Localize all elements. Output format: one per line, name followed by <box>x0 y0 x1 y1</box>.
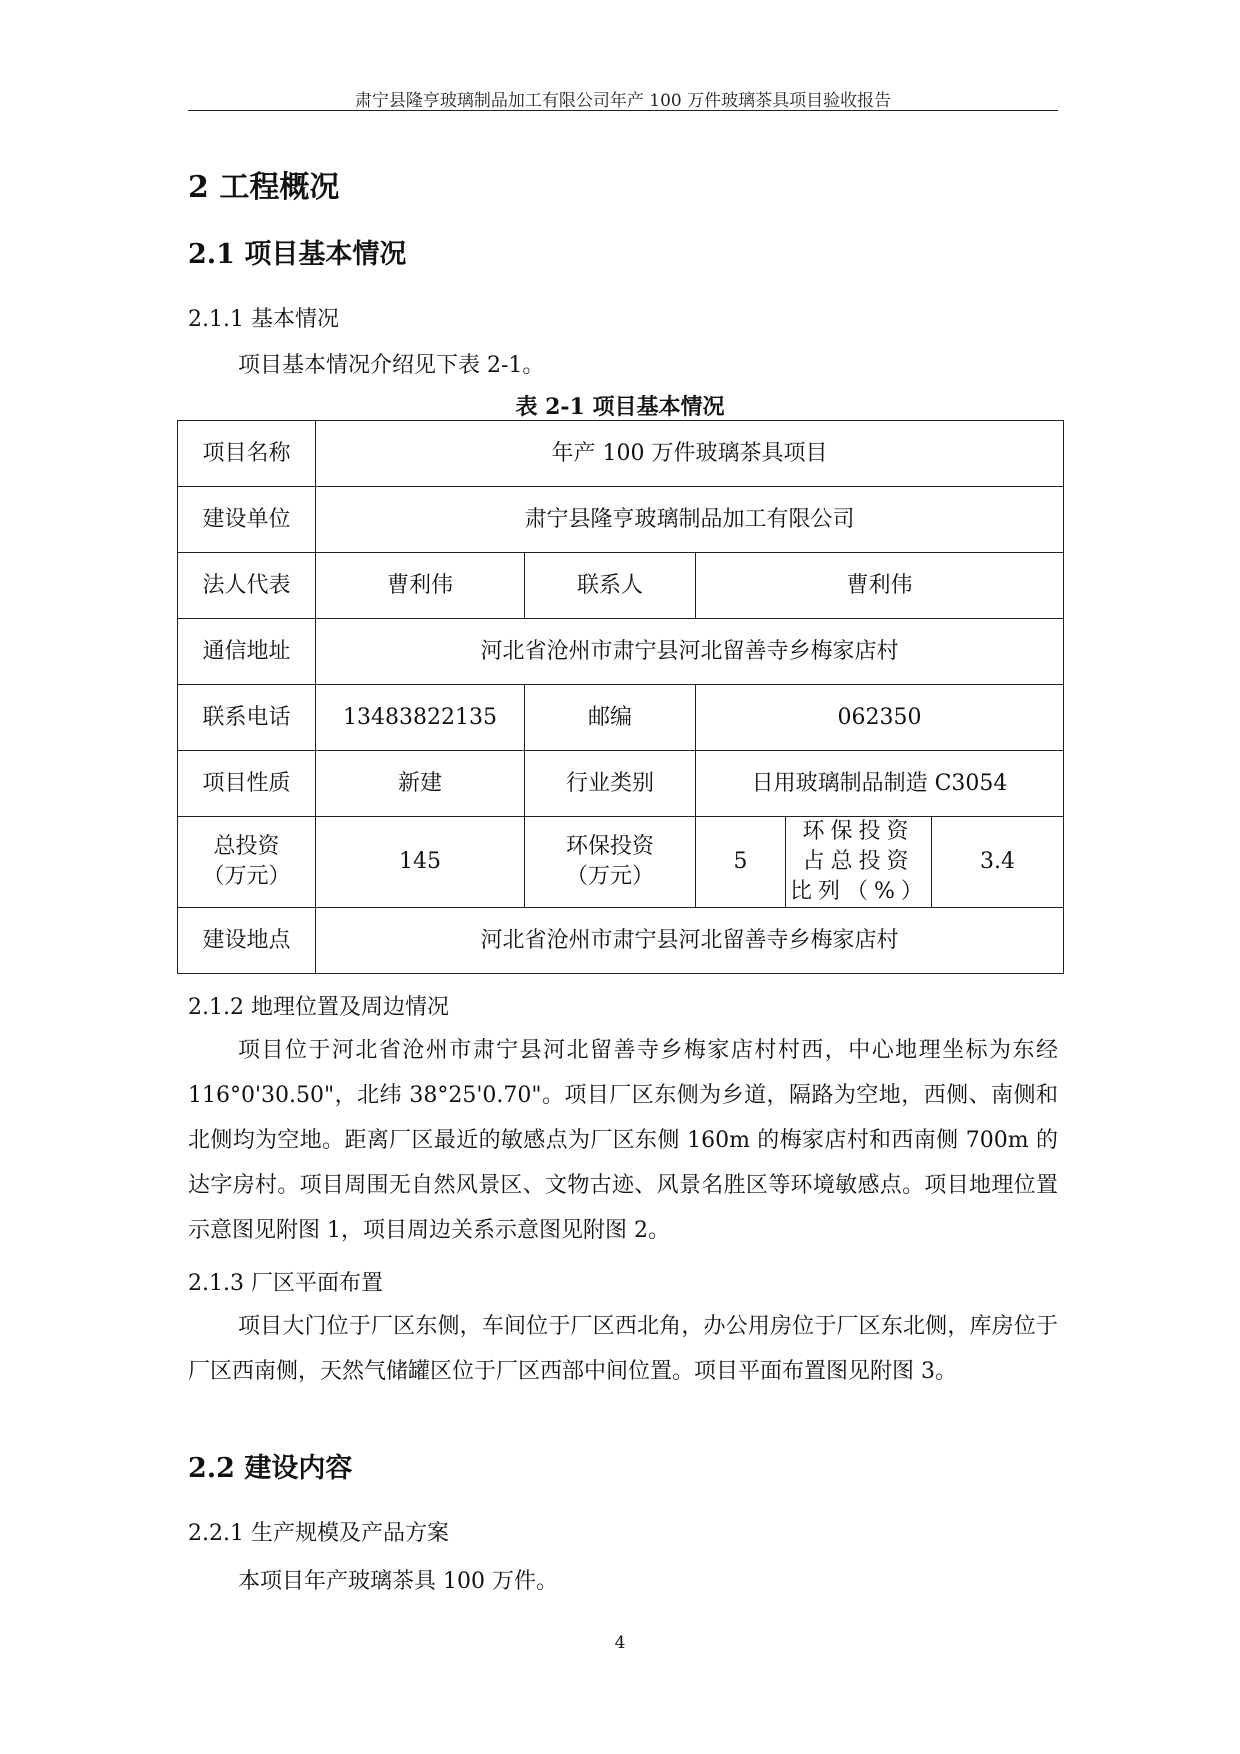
section-2-1-2-heading: 2.1.2 地理位置及周边情况 <box>188 995 449 1020</box>
table-row <box>178 487 1064 553</box>
running-header: 肃宁县隆亨玻璃制品加工有限公司年产 100 万件玻璃茶具项目验收报告 <box>354 91 892 111</box>
cell-value: 日用玻璃制品制造 C3054 <box>696 751 1064 817</box>
section-2-heading: 2 工程概况 <box>188 170 340 205</box>
table-row <box>178 817 1064 908</box>
section-2-1-3-heading: 2.1.3 厂区平面布置 <box>188 1271 383 1296</box>
cell-value: 新建 <box>316 751 525 817</box>
cell-value: 河北省沧州市肃宁县河北留善寺乡梅家店村 <box>316 619 1064 685</box>
cell-label: 邮编 <box>525 685 696 751</box>
cell-value: 145 <box>316 817 525 908</box>
header-rule <box>188 110 1058 111</box>
table-row <box>178 685 1064 751</box>
cell-label: 建设单位 <box>178 487 316 553</box>
table-row <box>178 421 1064 487</box>
table-row <box>178 908 1064 974</box>
cell-label: 通信地址 <box>178 619 316 685</box>
table-row <box>178 553 1064 619</box>
cell-value: 062350 <box>696 685 1064 751</box>
cell-label-line: 总投资 <box>213 834 280 859</box>
paragraph-text: 项目大门位于厂区东侧，车间位于厂区西北角，办公用房位于厂区东北侧，库房位于厂区西南侧，天然气储罐区位于厂区西部中间位置。项目平面布置图见附图 3。 <box>188 1314 1058 1384</box>
cell-value: 5 <box>696 817 786 908</box>
paragraph-layout <box>188 1304 1058 1394</box>
cell-value: 曹利伟 <box>696 553 1064 619</box>
section-2-1-heading: 2.1 项目基本情况 <box>188 239 407 270</box>
cell-value: 肃宁县隆亨玻璃制品加工有限公司 <box>316 487 1064 553</box>
cell-label: 联系电话 <box>178 685 316 751</box>
table-intro: 项目基本情况介绍见下表 2-1。 <box>238 353 545 378</box>
page-number: 4 <box>614 1633 626 1653</box>
cell-label-line: 占总投资 <box>802 849 915 874</box>
cell-label: 项目性质 <box>178 751 316 817</box>
table-caption: 表 2-1 项目基本情况 <box>515 394 725 420</box>
cell-label: 联系人 <box>525 553 696 619</box>
table-row <box>178 619 1064 685</box>
cell-label-line: 环保投资 <box>802 819 915 844</box>
cell-label: 建设地点 <box>178 908 316 974</box>
cell-value: 河北省沧州市肃宁县河北留善寺乡梅家店村 <box>316 908 1064 974</box>
cell-label <box>178 817 316 908</box>
paragraph-scale: 本项目年产玻璃茶具 100 万件。 <box>238 1569 558 1594</box>
section-2-2-1-heading: 2.2.1 生产规模及产品方案 <box>188 1521 449 1546</box>
cell-label-line: （万元） <box>565 864 654 889</box>
project-info-table <box>177 420 1064 974</box>
section-2-2-heading: 2.2 建设内容 <box>188 1453 353 1484</box>
cell-label-line: 环保投资 <box>565 834 654 859</box>
cell-label-line: （万元） <box>202 864 291 889</box>
cell-label: 法人代表 <box>178 553 316 619</box>
cell-label <box>525 817 696 908</box>
cell-label: 行业类别 <box>525 751 696 817</box>
cell-value: 13483822135 <box>316 685 525 751</box>
cell-value: 曹利伟 <box>316 553 525 619</box>
section-2-1-1-heading: 2.1.1 基本情况 <box>188 307 339 332</box>
table-row <box>178 751 1064 817</box>
cell-value: 3.4 <box>932 817 1064 908</box>
cell-label: 项目名称 <box>178 421 316 487</box>
cell-value: 年产 100 万件玻璃茶具项目 <box>316 421 1064 487</box>
cell-label <box>786 817 932 908</box>
paragraph-text: 项目位于河北省沧州市肃宁县河北留善寺乡梅家店村村西，中心地理坐标为东经 116°0'30.50"，北纬 38°25'0.70"。项目厂区东侧为乡道，隔路为空地，西侧、南侧和北侧均为空地。距离厂区最近的敏感点为厂区东侧 160m 的梅家店村和西南侧 700m 的达字房村。项目周围无自然风景区、文物古迹、风景名胜区等环境敏感点。项目地理位置示意图见附图 1，项目周边关系示意图见附图 2。 <box>188 1038 1058 1243</box>
cell-label-line: 比列（%） <box>790 879 929 904</box>
paragraph-location <box>188 1028 1058 1253</box>
